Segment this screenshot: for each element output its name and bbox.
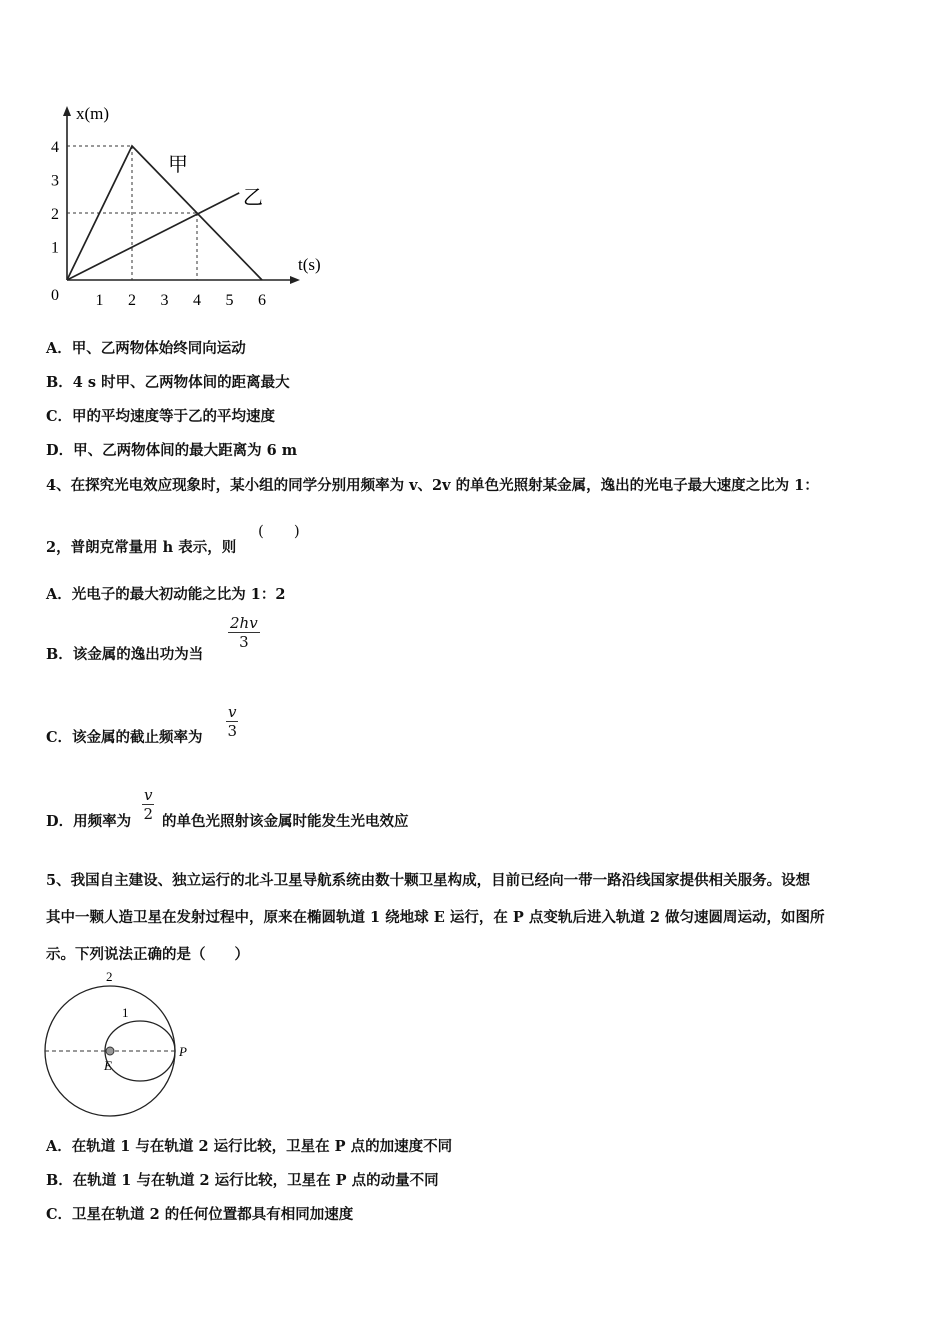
xt-graph [38,95,338,315]
origin-label: 0 [51,287,59,304]
q4-option-d-fraction [142,786,154,823]
earth-dot [106,1047,114,1055]
q3-option-b: B．4 s 时甲、乙两物体间的距离最大 [46,374,290,391]
q3-option-d: D．甲、乙两物体间的最大距离为 6 m [46,442,298,459]
q5-stem-line2: 其中一颗人造卫星在发射过程中，原来在椭圆轨道 1 绕地球 E 运行，在 P 点变轨后进入轨道 2 做匀速圆周运动，如图所 [46,909,825,926]
q5-option-b: B．在轨道 1 与在轨道 2 运行比较，卫星在 P 点的动量不同 [46,1172,439,1189]
q4-stem-line1: 4、在探究光电效应现象时，某小组的同学分别用频率为 v、2v 的单色光照射某金属，逸出的光电子最大速度之比为 1： [46,477,819,494]
x-tick-label-1: 1 [95,292,104,309]
fraction-numerator: v [144,786,153,804]
series-jia-label: 甲 [168,154,188,176]
q5-stem-line3: 示。下列说法正确的是（ ） [46,946,249,963]
q4-option-b: B．该金属的逸出功为当 [46,646,204,663]
fraction-denominator: 2 [143,805,154,823]
fraction-numerator: 2hv [230,614,258,632]
q4-stem-line2: 2，普朗克常量用 h 表示，则 [46,539,237,556]
point-p-label: P [179,1044,187,1059]
q5-option-c: C．卫星在轨道 2 的任何位置都具有相同加速度 [46,1206,354,1223]
y-axis-arrow [63,106,71,116]
q4-option-b-fraction [228,614,260,651]
x-tick-label-5: 5 [225,292,234,309]
fraction-numerator: v [228,703,237,721]
y-tick-label-2: 2 [51,206,59,223]
q3-option-c: C．甲的平均速度等于乙的平均速度 [46,408,276,425]
x-tick-label-2: 2 [128,292,136,309]
x-tick-label-3: 3 [160,292,169,309]
q4-option-d-suffix: 的单色光照射该金属时能发生光电效应 [162,813,409,830]
y-axis-label: x(m) [76,104,110,123]
q4-option-c-fraction [226,703,238,740]
orbit-2-label: 2 [106,969,113,984]
q5-option-a: A．在轨道 1 与在轨道 2 运行比较，卫星在 P 点的加速度不同 [46,1138,453,1155]
series-yi-label: 乙 [243,187,263,209]
q4-option-c: C．该金属的截止频率为 [46,729,203,746]
q3-option-a: A．甲、乙两物体始终同向运动 [46,340,246,357]
earth-label: E [104,1058,112,1073]
orbit-diagram [36,966,206,1121]
q4-option-a: A．光电子的最大初动能之比为 1：2 [46,586,286,603]
y-tick-label-1: 1 [51,239,59,257]
x-tick-label-4: 4 [193,292,201,309]
series-line-yi [67,193,239,280]
q5-stem-line1: 5、我国自主建设、独立运行的北斗卫星导航系统由数十颗卫星构成，目前已经向一带一路沿线国家提供相关服务。设想 [46,872,811,889]
fraction-denominator: 3 [239,633,249,651]
y-tick-label-3: 3 [51,172,59,190]
orbit-1-label: 1 [122,1005,129,1020]
x-axis-arrow [290,276,300,284]
q4-option-d-prefix: D．用频率为 [46,813,132,830]
y-tick-label-4: 4 [51,139,59,156]
q4-answer-paren: ( ) [258,522,300,540]
x-axis-label: t(s) [298,255,321,274]
fraction-denominator: 3 [227,722,238,740]
x-tick-label-6: 6 [258,292,266,309]
